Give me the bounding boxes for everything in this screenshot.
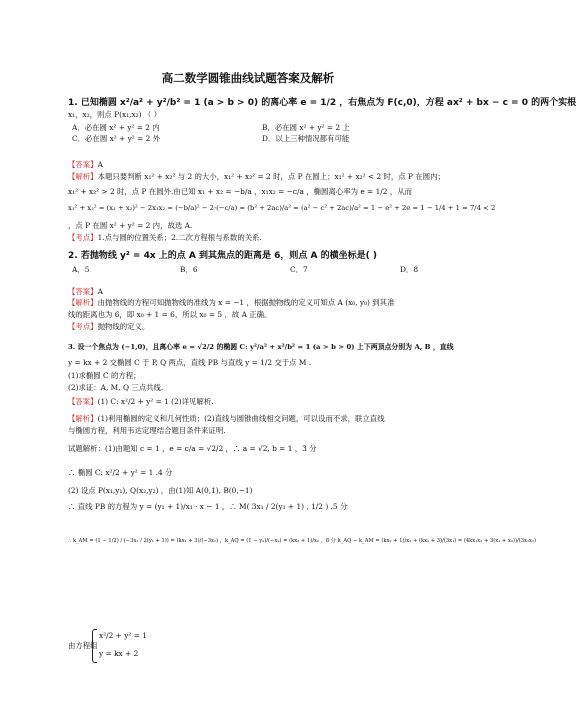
q1-analysis-line3: x₁² + x₂² = (x₁ + x₂)² − 2x₁x₂ = (−b/a)² − 2·(−c/a) = (b² + 2ac)/a² = (a² − c² + 2ac)/a² = 1 − e² + 2e = 1 − 1/4 + 1 = 7/4 < 2: [68, 204, 496, 212]
analysis-tag: 【解析】: [68, 414, 98, 423]
q1-option-b: B．必在圆 x² + y² = 2 上: [262, 123, 350, 132]
answer-tag: 【答案】: [68, 287, 98, 296]
q3-answer: [68, 397, 214, 406]
q2-answer: [68, 287, 103, 296]
point-text: 1.点与圆的位置关系；2.二次方程根与系数的关系.: [97, 233, 262, 242]
analysis-text: 由抛物线的方程可知抛物线的准线为 x = −1 ，根据抛物线的定义可知点 A (x₀, y₀) 到其准: [97, 298, 395, 307]
q1-answer: [68, 160, 103, 169]
q1-stem-text: 1. 已知椭圆 x²/a² + y²/b² = 1 (a > b > 0) 的离心率 e = 1/2 ，右焦点为 F(c,0)，方程 ax² + bx − c = 0 的两个实根: [68, 98, 576, 108]
analysis-tag: 【解析】: [68, 298, 98, 307]
q3-stem-line2: y = kx + 2 交椭圆 C 于 P, Q 两点，直线 PB 与直线 y = 1/2 交于点 M .: [68, 358, 312, 367]
q1-analysis-line4: ，点 P 在圆 x² + y² = 2 内，故选 A.: [68, 221, 193, 230]
q2-option-c: C．7: [290, 265, 308, 274]
q2-option-b: B．6: [180, 265, 198, 274]
q2-analysis-line1: [68, 298, 394, 307]
q3-solution-line1: 试题解析：(1)由题知 c = 1 ，e = c/a = √2/2 ，∴ a = √2, b = 1 ，3 分: [68, 444, 317, 453]
q2-analysis-line2: 线的距离也为 6，即 x₀ + 1 = 6，所以 x₀ = 5 ．故 A 正确。: [68, 310, 272, 319]
q3-stem-line1: [68, 343, 454, 352]
q3-stem-line4: (2)求证：A, M, Q 三点共线.: [68, 383, 164, 392]
q2-stem: [68, 251, 377, 261]
system-equation-2: y = kx + 2: [99, 649, 139, 658]
q1-option-d: D．以上三种情况都有可能: [262, 134, 350, 143]
q1-point: [68, 233, 262, 242]
answer-tag: 【答案】: [68, 160, 98, 169]
q1-option-a: A．必在圆 x² + y² = 2 内: [72, 123, 160, 132]
point-text: 抛物线的定义。: [97, 322, 150, 331]
q2-option-d: D．8: [400, 265, 419, 274]
q1-analysis-line1: [68, 172, 445, 181]
analysis-text: (1)利用椭圆的定义和几何性质；(2)直线与圆锥曲线相交问题，可以设而不求，联立直线: [97, 414, 385, 423]
system-equation-1: x²/2 + y² = 1: [99, 631, 147, 640]
q3-solution-line2: ∴ 椭圆 C: x²/2 + y² = 1 .4 分: [68, 468, 173, 477]
q3-stem-text: 3. 设一个焦点为 (−1,0)，且离心率 e = √2/2 的椭圆 C: y²/a² + x²/b² = 1 (a > b > 0) 上下两顶点分别为 A, B ，直线: [68, 343, 454, 351]
q3-analysis-line1: [68, 414, 385, 423]
q3-solution-line3: (2) 设点 P(x₁,y₁), Q(x₂,y₂) ，由(1)知 A(0,1), B(0,−1): [68, 486, 253, 495]
q3-solution-line6: 由方程组: [68, 641, 98, 650]
q1-stem-line1: [68, 98, 576, 108]
q3-solution-line4: ∴ 直线 PB 的方程为 y = (y₁ + 1)/x₁ · x − 1 ，∴ M( 3x₁ / 2(y₁ + 1) , 1/2 ) .5 分: [68, 502, 348, 511]
q1-stem-line2: x₁，x₂，则点 P(x₁,x₂) （ ）: [68, 110, 162, 119]
q3-stem-line3: (1)求椭圆 C 的方程；: [68, 371, 141, 380]
answer-value: A: [97, 287, 103, 296]
answer-value: (1) C: x²/2 + y² = 1 (2)详见解析.: [97, 397, 214, 406]
q2-option-a: A．5: [72, 265, 90, 274]
answer-tag: 【答案】: [68, 397, 98, 406]
q3-solution-line5: ∴ k_AM = (1 − 1/2) / (−3x₁ / 2(y₁ + 1)) = (kx₁ + 3)/(−3x₁) ，k_AQ = (1 − y₂)/(−x₂) = (kx₂ + 1)/x₂ ，8 分 k_AQ − k_AM = (kx₂ + 1)/x₂ + (kx₁ + 3)/(3x₁) = (4kx₁x₂ + 3(x₁ + x₂))/(3x₁x₂): [68, 538, 537, 544]
q2-stem-text: 2. 若抛物线 y² = 4x 上的点 A 到其焦点的距离是 6，则点 A 的横坐标是( ): [68, 251, 377, 261]
q2-point: [68, 322, 149, 331]
q1-option-c: C．必在圆 x² + y² = 2 外: [72, 134, 161, 143]
q1-analysis-line2: x₁² + x₂² > 2 时，点 P 在圆外.由已知 x₁ + x₂ = −b/a ，x₁x₂ = −c/a ，椭圆离心率为 e = 1/2 ，从而: [68, 187, 413, 196]
q3-analysis-line2: 与椭圆方程，利用韦达定理结合题目条件来证明.: [68, 426, 226, 435]
document-title: 高二数学圆锥曲线试题答案及解析: [161, 71, 335, 85]
answer-value: A: [97, 160, 103, 169]
point-tag: 【考点】: [68, 322, 98, 331]
analysis-text: 本题只要判断 x₁² + x₂² 与 2 的大小，x₁² + x₂² = 2 时，点 P 在圆上；x₁² + x₂² < 2 时，点 P 在圆内；: [97, 172, 445, 181]
point-tag: 【考点】: [68, 233, 98, 242]
system-brace: [92, 629, 97, 663]
analysis-tag: 【解析】: [68, 172, 98, 181]
